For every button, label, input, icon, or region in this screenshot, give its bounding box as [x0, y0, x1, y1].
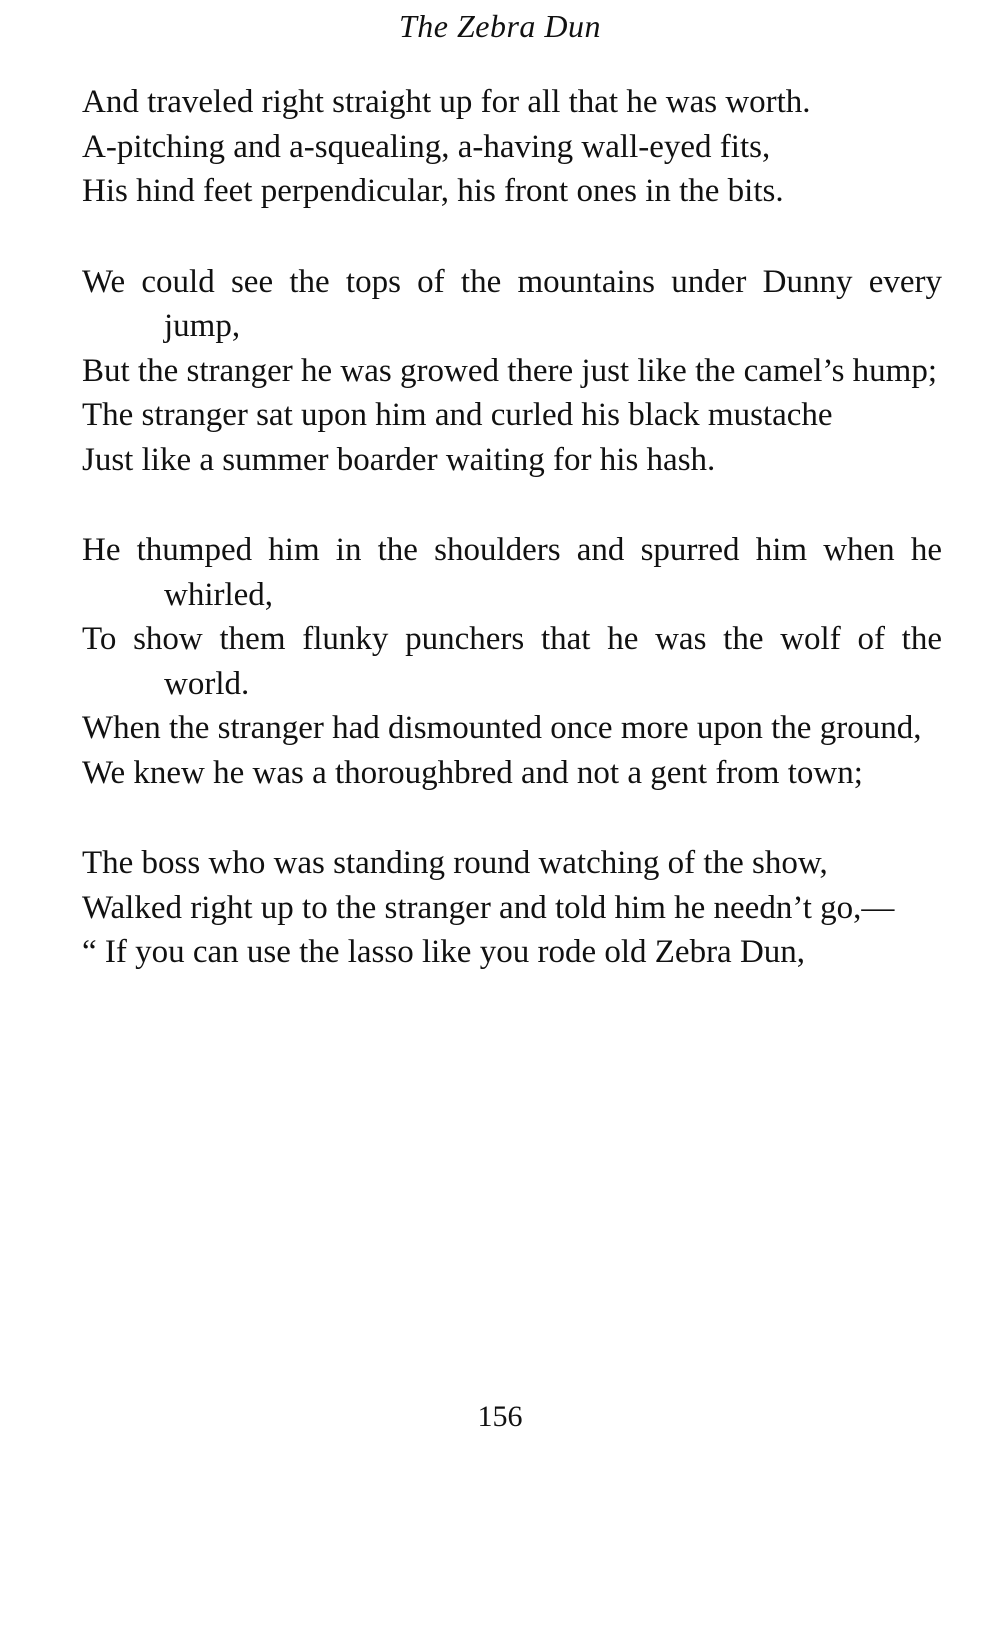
- verse-line: We could see the tops of the mountains under Dunny every jump,: [82, 263, 942, 344]
- stanza-1: [82, 80, 942, 214]
- verse-line: The stranger sat upon him and curled his black mustache: [82, 397, 833, 433]
- poem-body: [82, 80, 942, 975]
- verse-line: But the stranger he was growed there just like the camel’s hump;: [82, 352, 938, 389]
- verse-line: His hind feet perpendicular, his front ones in the bits.: [82, 173, 784, 209]
- verse-line: When the stranger had dismounted once more upon the ground,: [82, 710, 922, 746]
- page-number: 156: [477, 1400, 523, 1433]
- verse-line: To show them flunky punchers that he was the wolf of the world.: [82, 621, 942, 702]
- stanza-3: [82, 528, 942, 795]
- verse-line: Walked right up to the stranger and told him he needn’t go,—: [82, 889, 895, 926]
- running-header: The Zebra Dun: [398, 8, 602, 44]
- verse-line: A-pitching and a-squealing, a-having wall-eyed fits,: [82, 128, 771, 165]
- verse-line: Just like a summer boarder waiting for his hash.: [82, 441, 716, 478]
- verse-line: We knew he was a thoroughbred and not a gent from town;: [82, 754, 863, 791]
- verse-line: And traveled right straight up for all that he was worth.: [82, 84, 811, 120]
- verse-line: He thumped him in the shoulders and spurred him when he whirled,: [82, 532, 942, 613]
- stanza-2: [82, 260, 942, 483]
- verse-line: The boss who was standing round watching of the show,: [82, 845, 828, 881]
- stanza-4: [82, 841, 942, 975]
- verse-line: “ If you can use the lasso like you rode old Zebra Dun,: [82, 934, 806, 970]
